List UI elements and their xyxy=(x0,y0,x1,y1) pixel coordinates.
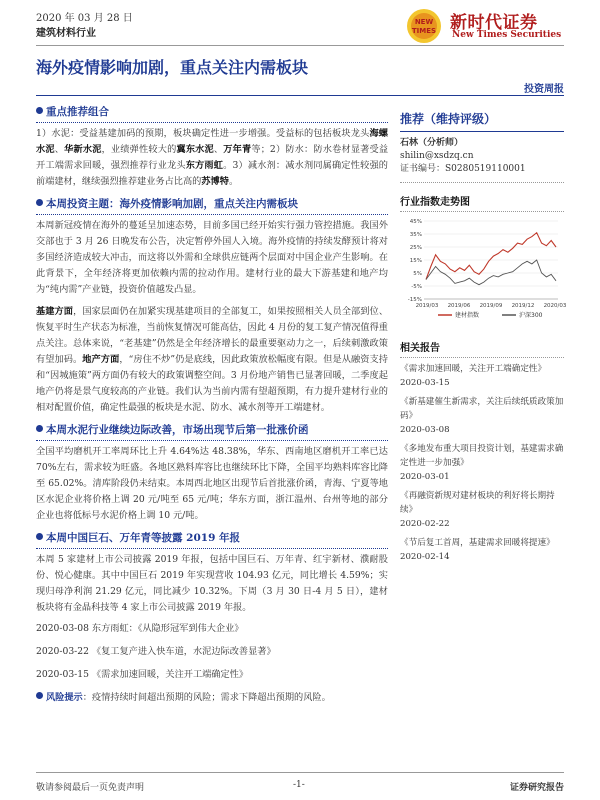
sections xyxy=(36,104,388,616)
body-text: 本周 5 家建材上市公司披露 2019 年报，包括中国巨石、万年青、红宇新材、濮耐股份、悦心健康。其中中国巨石 2019 年实现营收 104.93 亿元，同比增长 4.59%；实现归母净利润 21.29 亿元，同比减少 10.32%。下周（3 月 30 日-4 月 5 日），建材板块将有金晶科技等 4 家上市公司披露 2019 年报。 xyxy=(36,554,388,613)
brand-name-cn: 新时代证券 xyxy=(450,13,538,33)
y-tick-label: 45% xyxy=(409,219,422,225)
related-heading: 相关报告 xyxy=(400,339,564,358)
body-text: 、 xyxy=(54,144,65,155)
section-heading xyxy=(36,196,388,215)
body-text: ，国家层面仍在加紧实现基建项目的全部复工，如果按照相关人员全部到位、恢复平时生产状态为标准，当前恢复情况可能高估，因此 4 月份的复工复产情况值得重点关注。总体来说，“老基建”仍然是全年经济增长的最重要驱动力之一，后续刺激政策有望加码。 xyxy=(36,306,389,365)
reference-title: 《需求加速回暖，关注开工端确定性》 xyxy=(91,669,249,680)
section-heading-text: 重点推荐组合 xyxy=(46,106,109,118)
related-reports xyxy=(400,362,564,564)
bullet-icon xyxy=(36,692,43,699)
y-tick-label: -15% xyxy=(407,297,422,303)
related-report-date: 2020-02-14 xyxy=(400,552,450,562)
body-text: 全国平均磨机开工率周环比上升 4.64%达 48.38%，华东、西南地区磨机开工率已达 70%左右，需求较为旺盛。各地区熟料库容比也继续环比下降，全国平均熟料库容比降至 65.02%。清库阶段仍未结束。本周西北地区出现节后首批涨价函，青海、宁夏等地区水泥企业将价格上调 20 元/吨至 65 元/吨；华东方面，浙江温州、台州等地的部分企业也将低标号水泥价格上调 10 元/吨。 xyxy=(36,446,388,521)
report-sector: 建筑材料行业 xyxy=(36,28,96,39)
bullet-icon xyxy=(36,107,43,114)
section-heading-text: 本周投资主题：海外疫情影响加剧，重点关注内需板块 xyxy=(46,198,298,210)
body-text: 本周新冠疫情在海外的蔓延呈加速态势，目前多国已经开始实行强力管控措施。我国外交部也于 3 月 26 日晚发布公告，决定暂停外国人入境。海外疫情的持续发酵预计将对多国经济造成较大冲击，而这将以外需和全球供应链两个层面对中国企业产生影响。在此背景下，全年经济将更加依赖内需的拉动作用。建材行业的最大下游基建和地产均为“纯内需”产业链，投资价值越发凸显。 xyxy=(36,220,388,295)
analyst-name: 石林（分析师） xyxy=(400,138,464,148)
reference-date: 2020-03-08 xyxy=(36,623,89,634)
related-report-date: 2020-03-08 xyxy=(400,425,450,435)
index-chart-svg xyxy=(400,217,567,325)
legend-label: 建材指数 xyxy=(455,312,480,319)
paragraph xyxy=(36,552,388,616)
risk-text: ：疫情持续时间超出预期的风险；需求下降超出预期的风险。 xyxy=(82,692,331,703)
x-tick-label: 2019/09 xyxy=(479,303,503,309)
related-report-title: 《多地发布重大项目投资计划，基建需求确定性进一步加强》 xyxy=(400,444,564,468)
sidebar-divider xyxy=(400,182,564,183)
analyst-email[interactable]: shilin@xsdzq.cn xyxy=(400,151,474,161)
reference-item[interactable] xyxy=(36,645,388,659)
emphasis-text: 万年青 xyxy=(223,144,252,155)
main-content xyxy=(36,104,388,705)
body-text: 等；2）防水：防水卷材显著受益开工端需求回暖，强烈推荐行业龙头 xyxy=(36,144,389,171)
reference-date: 2020-03-15 xyxy=(36,669,89,680)
report-date: 2020 年 03 月 28 日 xyxy=(36,13,133,24)
reference-title: 《复工复产进入快车道，水泥边际改善显著》 xyxy=(91,646,276,657)
y-tick-label: -5% xyxy=(411,284,422,290)
index-chart xyxy=(400,217,567,329)
emphasis-text: 地产方面 xyxy=(82,354,120,365)
paragraph xyxy=(36,218,388,298)
header-divider xyxy=(36,45,564,46)
reference-date: 2020-03-22 xyxy=(36,646,89,657)
emphasis-text: 苏博特 xyxy=(201,176,229,187)
logo-text-times: TIMES xyxy=(411,27,437,35)
chart-heading: 行业指数走势图 xyxy=(400,193,564,212)
related-report-item[interactable] xyxy=(400,536,564,564)
logo-text-new: NEW xyxy=(414,18,434,26)
x-tick-label: 2019/06 xyxy=(447,303,471,309)
related-report-item[interactable] xyxy=(400,362,564,390)
related-report-date: 2020-02-22 xyxy=(400,519,450,529)
bullet-icon xyxy=(36,199,43,206)
series-line-0 xyxy=(426,233,556,280)
section-heading-text: 本周水泥行业继续边际改善，市场出现节后第一批涨价函 xyxy=(46,424,309,436)
paragraph xyxy=(36,126,388,190)
emphasis-text: 海螺水泥 xyxy=(36,128,388,155)
related-report-title: 《新基建催生新需求，关注后续纸质政策加码》 xyxy=(400,397,564,421)
report-type: 投资周报 xyxy=(524,84,564,95)
related-report-title: 《再融资新规对建材板块的利好将长期持续》 xyxy=(400,491,555,515)
rating: 推荐（维持评级） xyxy=(400,110,564,132)
y-tick-label: 5% xyxy=(413,271,422,277)
related-report-item[interactable] xyxy=(400,489,564,531)
related-report-date: 2020-03-01 xyxy=(400,472,450,482)
analyst-cert: 证书编号：S0280519110001 xyxy=(400,164,526,174)
title-divider xyxy=(36,95,564,96)
emphasis-text: 冀东水泥 xyxy=(176,144,214,155)
brand-name-en: New Times Securities xyxy=(452,30,562,40)
paragraph xyxy=(36,304,388,416)
y-tick-label: 25% xyxy=(409,245,422,251)
page-number: -1- xyxy=(293,780,305,790)
brand-logo xyxy=(404,8,444,44)
risk-warning xyxy=(36,691,388,705)
reference-title: 东方雨虹：《从隐形冠军到伟大企业》 xyxy=(91,623,244,634)
related-report-title: 《需求加速回暖，关注开工端确定性》 xyxy=(400,364,547,374)
legend-label: 沪深300 xyxy=(519,312,543,319)
footer-disclaimer: 敬请参阅最后一页免责声明 xyxy=(36,783,145,793)
body-text: ，业绩弹性较大的 xyxy=(101,144,177,155)
y-tick-label: 35% xyxy=(409,232,422,238)
x-tick-label: 2019/12 xyxy=(511,303,535,309)
body-text: 。 xyxy=(228,176,239,187)
footer-divider xyxy=(36,772,564,773)
body-text: 。3）减水剂：减水剂同属确定性较强的前端建材，继续强烈推荐建业务占比高的 xyxy=(36,160,388,187)
body-text: ，“房住不炒”仍是底线，因此政策放松幅度有限。但是从融资支持和“因城施策”两方面仍有较大的政策调整空间。3 月份地产销售已显著回暖，二季度起地产仍将是景气度较高的产业链。我们认为当前内需有望超预期，有力提升建材行业的相对配置价值，确定性最强的板块是水泥、防水、减水剂等开工端建材。 xyxy=(36,354,388,413)
risk-label: 风险提示 xyxy=(46,692,83,703)
bullet-icon xyxy=(36,425,43,432)
footer-label: 证券研究报告 xyxy=(509,783,564,793)
x-tick-label: 2020/03 xyxy=(543,303,567,309)
body-text: 、 xyxy=(213,144,224,155)
section-heading xyxy=(36,530,388,549)
reference-list xyxy=(36,622,388,682)
section-heading-text: 本周中国巨石、万年青等披露 2019 年报 xyxy=(46,532,241,544)
bullet-icon xyxy=(36,533,43,540)
report-title: 海外疫情影响加剧，重点关注内需板块 xyxy=(36,58,309,77)
related-report-item[interactable] xyxy=(400,395,564,437)
body-text: 1）水泥：受益基建加码的预期，板块确定性进一步增强。受益标的包括板块龙头 xyxy=(36,128,370,139)
sidebar xyxy=(400,104,567,569)
paragraph xyxy=(36,444,388,524)
emphasis-text: 东方雨虹 xyxy=(185,160,224,171)
section-heading xyxy=(36,422,388,441)
section-heading xyxy=(36,104,388,123)
analyst-info xyxy=(400,137,564,176)
reference-item[interactable] xyxy=(36,668,388,682)
emphasis-text: 华新水泥 xyxy=(64,144,102,155)
x-tick-label: 2019/03 xyxy=(415,303,439,309)
related-report-date: 2020-03-15 xyxy=(400,378,450,388)
related-report-item[interactable] xyxy=(400,442,564,484)
related-report-title: 《节后复工首周，基建需求回暖将提速》 xyxy=(400,538,555,548)
y-tick-label: 15% xyxy=(409,258,422,264)
reference-item[interactable] xyxy=(36,622,388,636)
emphasis-text: 基建方面 xyxy=(36,306,74,317)
